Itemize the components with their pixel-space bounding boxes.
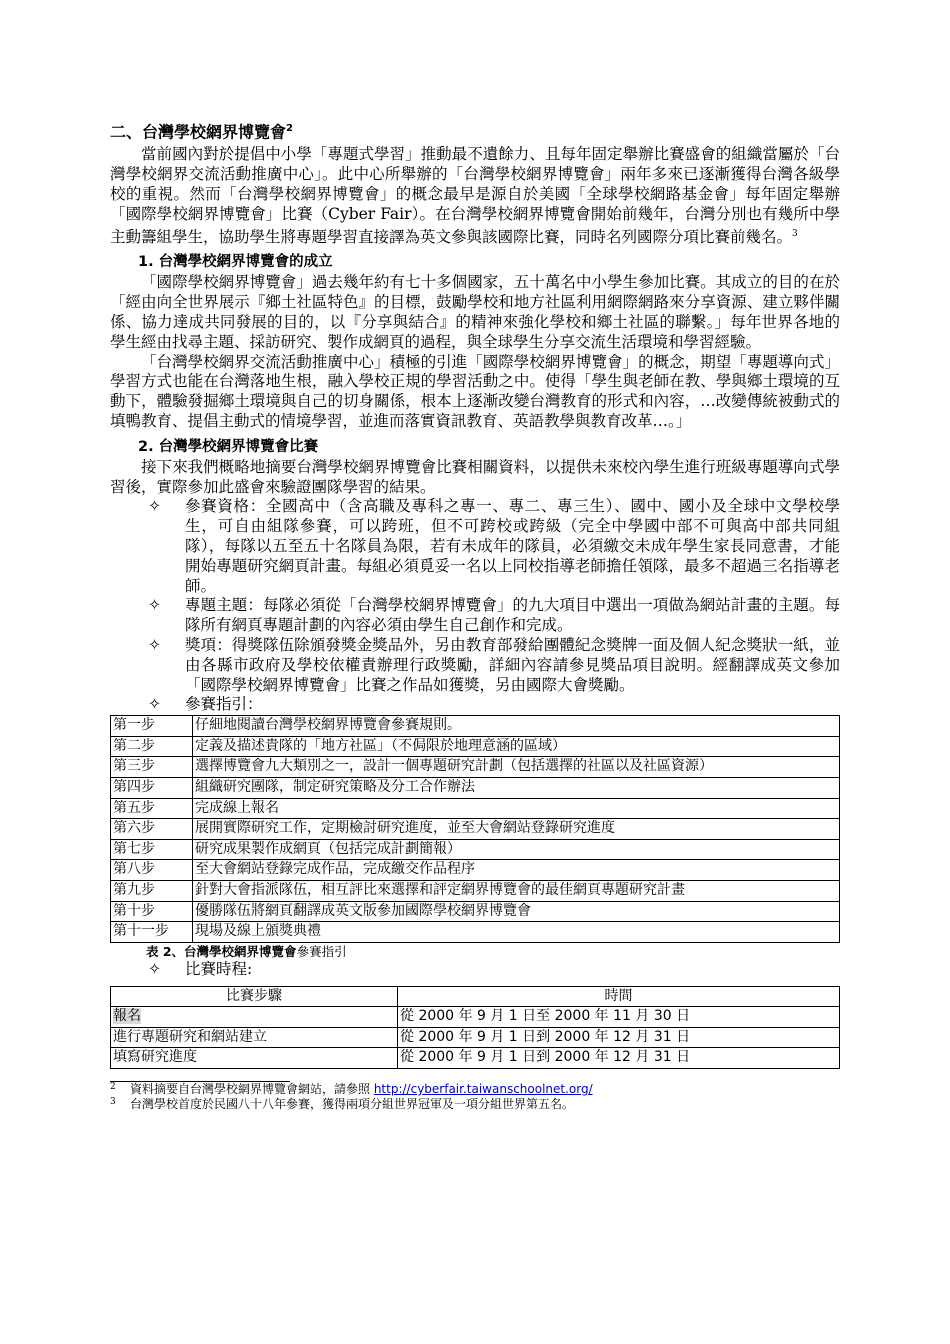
intro-paragraph: 當前國內對於提倡中小學「專題式學習」推動最不遺餘力、且每年固定舉辦比賽盛會的組織當屬於「台灣學校網界交流活動推廣中心」。此中心所舉辦的「台灣學校網界博覽會」兩年多來已逐漸獲得台灣各級學校的重視。然而「台灣學校網界博覽會」的概念最早是源自於美國「全球學校網路基金會」每年固定舉辦「國際學校網界博覽會」比賽（Cyber Fair）。在台灣學校網界博覽會開始前幾年，台灣分別也有幾所中學主動籌組學生，協助學生將專題學習直接譯為英文參與該國際比賽，同時名列國際分項比賽前幾名。$^3$ — [110, 145, 840, 246]
table-row — [111, 860, 840, 881]
bullet-list — [148, 960, 840, 980]
list-item: ✧ 比賽時程: — [148, 959, 253, 978]
table-row — [111, 922, 840, 943]
step-label: 第六步 — [111, 819, 193, 840]
footnote-link[interactable]: http://cyberfair.taiwanschoolnet.org/ — [373, 1081, 593, 1096]
step-text: 研究成果製作成網頁（包括完成計劃簡報） — [193, 839, 840, 860]
paragraph: 「台灣學校網界交流活動推廣中心」積極的引進「國際學校網界博覽會」的概念，期望「專題導向式」學習方式也能在台灣落地生根，融入學校正規的學習活動之中。使得「學生與老師在教、學與鄉土環境的互動下，體驗發掘鄉土環境與自己的切身關係，根本上逐漸改變台灣教育的形式和內容，…改變傳統被動式的填鴨教育、提倡主動式的情境學習，並進而落實資訊教育、英語教學與教育改革…。」 — [110, 352, 840, 431]
list-item: ✧ 參賽資格：全國高中（含高職及專科之專一、專二、專三生）、國中、國小及全球中文學校學生，可自由組隊參賽，可以跨班，但不可跨校或跨級（完全中學國中部不可與高中部共同組隊），每隊以五至五十名隊員為限，若有未成年的隊員，必須繳交未成年學生家長同意書，才能開始專題研究網頁計畫。每組必須覓妥一名以上同校指導老師擔任領隊，最多不超過三名指導老師。 — [148, 497, 840, 595]
step-label: 第九步 — [111, 880, 193, 901]
table-row — [111, 757, 840, 778]
footnote-ref: 2 — [286, 123, 293, 134]
paragraph: 「國際學校網界博覽會」過去幾年約有七十多個國家，五十萬名中小學生參加比賽。其成立的目的在於「經由向全世界展示『鄉土社區特色』的目標，鼓勵學校和地方社區利用網際網路來分享資源、建立夥伴關係、協力達成共同發展的目的，以『分享與結合』的精神來強化學校和鄉土社區的聯繫。」每年世界各地的學生經由找尋主題、採訪研究、製作成網頁的過程，與全球學生分享交流生活環境和學習經驗。 — [110, 273, 840, 351]
step-label: 第一步 — [111, 716, 193, 737]
step-text: 優勝隊伍將網頁翻譯成英文版參加國際學校網界博覽會 — [193, 901, 840, 922]
step-label: 第七步 — [111, 839, 193, 860]
diamond-bullet-icon: ✧ — [148, 959, 161, 978]
step-text: 針對大會指派隊伍，相互評比來選擇和評定網界博覽會的最佳網頁專題研究計畫 — [193, 880, 840, 901]
table-row — [111, 1007, 840, 1028]
schedule-time: 從 2000 年 9 月 1 日到 2000 年 12 月 31 日 — [398, 1048, 840, 1069]
step-text: 完成線上報名 — [193, 798, 840, 819]
column-header: 時間 — [398, 986, 840, 1007]
footnote: 3 台灣學校首度於民國八十八年參賽，獲得兩項分組世界冠軍及一項分組世界第五名。 — [110, 1096, 575, 1111]
table-row — [111, 819, 840, 840]
step-label: 第十步 — [111, 901, 193, 922]
step-label: 第二步 — [111, 736, 193, 757]
table-row — [111, 1048, 840, 1069]
table-row — [111, 777, 840, 798]
step-text: 至大會網站登錄完成作品，完成繳交作品程序 — [193, 860, 840, 881]
paragraph: 接下來我們概略地摘要台灣學校網界博覽會比賽相關資料，以提供未來校內學生進行班級專題導向式學習後，實際參加此盛會來驗證團隊學習的結果。 — [110, 457, 840, 496]
table-row — [111, 901, 840, 922]
table-row — [111, 1027, 840, 1048]
table-row — [111, 839, 840, 860]
column-header: 比賽步驟 — [111, 986, 398, 1007]
step-text: 定義及描述貴隊的「地方社區」（不侷限於地理意涵的區域） — [193, 736, 840, 757]
step-label: 第八步 — [111, 860, 193, 881]
schedule-time: 從 2000 年 9 月 1 日到 2000 年 12 月 31 日 — [398, 1027, 840, 1048]
schedule-step: 報名 — [111, 1007, 398, 1028]
schedule-table — [110, 986, 840, 1069]
step-label: 第四步 — [111, 777, 193, 798]
step-text: 組織研究團隊，制定研究策略及分工合作辦法 — [193, 777, 840, 798]
diamond-bullet-icon: ✧ — [148, 497, 161, 516]
schedule-time: 從 2000 年 9 月 1 日至 2000 年 11 月 30 日 — [398, 1007, 840, 1028]
table-caption: 表 2、台灣學校網界博覽會參賽指引 — [146, 943, 347, 959]
list-item: ✧ 專題主題：每隊必須從「台灣學校網界博覽會」的九大項目中選出一項做為網站計畫的主題。每隊所有網頁專題計劃的內容必須由學生自己創作和完成。 — [148, 596, 840, 635]
schedule-step: 進行專題研究和網站建立 — [111, 1027, 398, 1048]
steps-table — [110, 715, 840, 943]
schedule-step: 填寫研究進度 — [111, 1048, 398, 1069]
section-title: 二、台灣學校網界博覽會$^2$ — [110, 122, 293, 142]
diamond-bullet-icon: ✧ — [148, 695, 161, 714]
table-row — [111, 880, 840, 901]
diamond-bullet-icon: ✧ — [148, 636, 161, 655]
step-label: 第五步 — [111, 798, 193, 819]
footnote-ref: 3 — [792, 228, 798, 239]
document-page — [110, 118, 840, 1112]
step-label: 第三步 — [111, 757, 193, 778]
step-text: 展開實際研究工作，定期檢討研究進度，並至大會網站登錄研究進度 — [193, 819, 840, 840]
bullet-list — [148, 497, 840, 715]
list-item: ✧ 獎項：得獎隊伍除頒發獎金獎品外，另由教育部發給團體紀念獎牌一面及個人紀念獎狀一紙，並由各縣市政府及學校依權責辦理行政獎勵，詳細內容請參見獎品項目說明。經翻譯成英文參加「國際學校網界博覽會」比賽之作品如獲獎，另由國際大會獎勵。 — [148, 636, 840, 694]
step-label: 第十一步 — [111, 922, 193, 943]
step-text: 仔細地閱讀台灣學校網界博覽會參賽規則。 — [193, 716, 840, 737]
list-item: ✧ 參賽指引： — [148, 695, 263, 714]
footnote: 2 資料摘要自台灣學校網界博覽會網站，請參照 http://cyberfair.taiwanschoolnet.org/ — [110, 1081, 593, 1096]
step-text: 選擇博覽會九大類別之一，設計一個專題研究計劃（包括選擇的社區以及社區資源） — [193, 757, 840, 778]
diamond-bullet-icon: ✧ — [148, 596, 161, 615]
table-header-row — [111, 986, 840, 1007]
table-row — [111, 736, 840, 757]
table-row — [111, 716, 840, 737]
table-row — [111, 798, 840, 819]
step-text: 現場及線上頒獎典禮 — [193, 922, 840, 943]
subsection-title-1: 1. 台灣學校網界博覽會的成立 — [138, 254, 333, 271]
subsection-title-2: 2. 台灣學校網界博覽會比賽 — [138, 438, 319, 455]
